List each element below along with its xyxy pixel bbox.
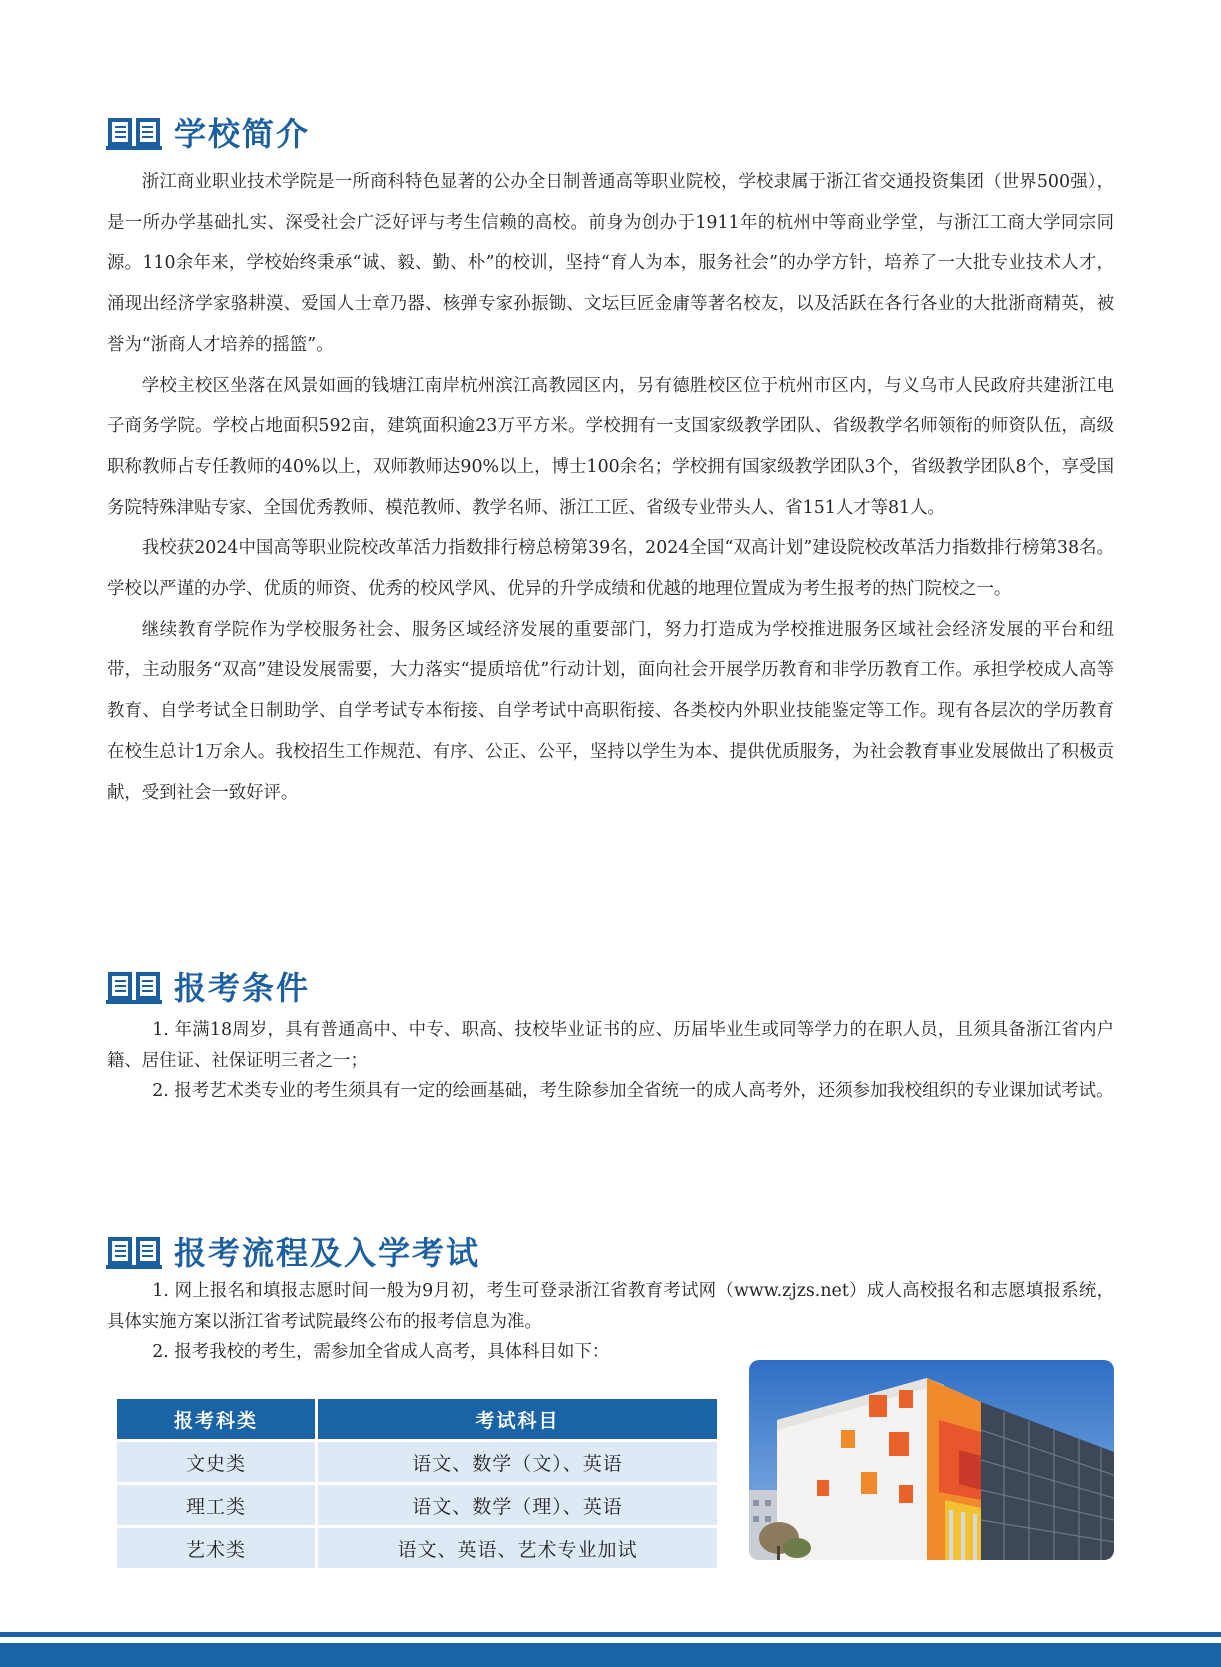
section-header-process <box>106 1227 480 1275</box>
conditions-list <box>107 1015 1114 1107</box>
condition-item: 1. 年满18周岁，具有普通高中、中专、职高、技校毕业证书的应、历届毕业生或同等学力的在职人员，且须具备浙江省内户籍、居住证、社保证明三者之一； <box>107 1020 1114 1071</box>
intro-paragraph: 浙江商业职业技术学院是一所商科特色显著的公办全日制普通高等职业院校，学校隶属于浙江省交通投资集团（世界500强），是一所办学基础扎实、深受社会广泛好评与考生信赖的高校。前身为创办于1911年的杭州中等商业学堂，与浙江工商大学同宗同源。110余年来，学校始终秉承“诚、毅、勤、朴”的校训，坚持“育人为本，服务社会”的办学方针，培养了一大批专业技术人才，涌现出经济学家骆耕漠、爱国人士章乃器、核弹专家孙振锄、文坛巨匠金庸等著名校友，以及活跃在各行各业的大批浙商精英，被誉为“浙商人才培养的摇篮”。 <box>107 172 1114 355</box>
footer-bar <box>0 1643 1221 1667</box>
section-header-conditions <box>106 962 310 1010</box>
condition-item: 2. 报考艺术类专业的考生须具有一定的绘画基础，考生除参加全省统一的成人高考外，还须参加我校组织的专业课加试考试。 <box>152 1081 1114 1101</box>
section-header-intro <box>106 108 310 156</box>
table-cell: 文史类 <box>117 1442 318 1482</box>
intro-paragraph: 继续教育学院作为学校服务社会、服务区域经济发展的重要部门，努力打造成为学校推进服务区域社会经济发展的平台和纽带，主动服务“双高”建设发展需要，大力落实“提质培优”行动计划，面向社会开展学历教育和非学历教育工作。承担学校成人高等教育、自学考试全日制助学、自学考试专本衔接、自学考试中高职衔接、各类校内外职业技能鉴定等工作。现有各层次的学历教育在校生总计1万余人。我校招生工作规范、有序、公正、公平，坚持以学生为本、提供优质服务，为社会教育事业发展做出了积极贡献，受到社会一致好评。 <box>107 619 1114 803</box>
table-header-cell: 报考科类 <box>117 1399 318 1439</box>
open-book-icon <box>106 112 162 152</box>
building-illustration <box>749 1360 1114 1560</box>
section-title-process: 报考流程及入学考试 <box>174 1234 481 1272</box>
table-cell: 语文、数学（文）、英语 <box>318 1442 717 1482</box>
table-row <box>117 1528 717 1568</box>
intro-text <box>107 162 1114 813</box>
process-list <box>107 1276 1114 1368</box>
exam-subjects-table <box>117 1396 717 1571</box>
process-item: 1. 网上报名和填报志愿时间一般为9月初，考生可登录浙江省教育考试网（www.zjzs.net）成人高校报名和志愿填报系统，具体实施方案以浙江省考试院最终公布的报考信息为准。 <box>107 1281 1114 1332</box>
process-item: 2. 报考我校的考生，需参加全省成人高考，具体科目如下： <box>152 1342 610 1362</box>
table-cell: 理工类 <box>117 1485 318 1525</box>
intro-paragraph: 学校主校区坐落在风景如画的钱塘江南岸杭州滨江高教园区内，另有德胜校区位于杭州市区内，与义乌市人民政府共建浙江电子商务学院。学校占地面积592亩，建筑面积逾23万平方米。学校拥有一支国家级教学团队、省级教学名师领衔的师资队伍，高级职称教师占专任教师的40%以上，双师教师达90%以上，博士100余名；学校拥有国家级教学团队3个，省级教学团队8个，享受国务院特殊津贴专家、全国优秀教师、模范教师、教学名师、浙江工匠、省级专业带头人、省151人才等81人。 <box>107 375 1114 518</box>
section-title-intro: 学校简介 <box>174 115 311 153</box>
open-book-icon <box>106 966 162 1006</box>
campus-building-photo <box>749 1360 1114 1560</box>
open-book-icon <box>106 1231 162 1271</box>
section-title-conditions: 报考条件 <box>174 969 311 1007</box>
table-cell: 语文、英语、艺术专业加试 <box>318 1528 717 1568</box>
footer-accent-line <box>0 1632 1221 1637</box>
table-cell: 语文、数学（理）、英语 <box>318 1485 717 1525</box>
intro-paragraph: 我校获2024中国高等职业院校改革活力指数排行榜总榜第39名，2024全国“双高计划”建设院校改革活力指数排行榜第38名。学校以严谨的办学、优质的师资、优秀的校风学风、优异的升学成绩和优越的地理位置成为考生报考的热门院校之一。 <box>107 538 1114 600</box>
table-header-row <box>117 1399 717 1439</box>
table-header-cell: 考试科目 <box>318 1399 717 1439</box>
table-cell: 艺术类 <box>117 1528 318 1568</box>
table-row <box>117 1485 717 1525</box>
table-row <box>117 1442 717 1482</box>
